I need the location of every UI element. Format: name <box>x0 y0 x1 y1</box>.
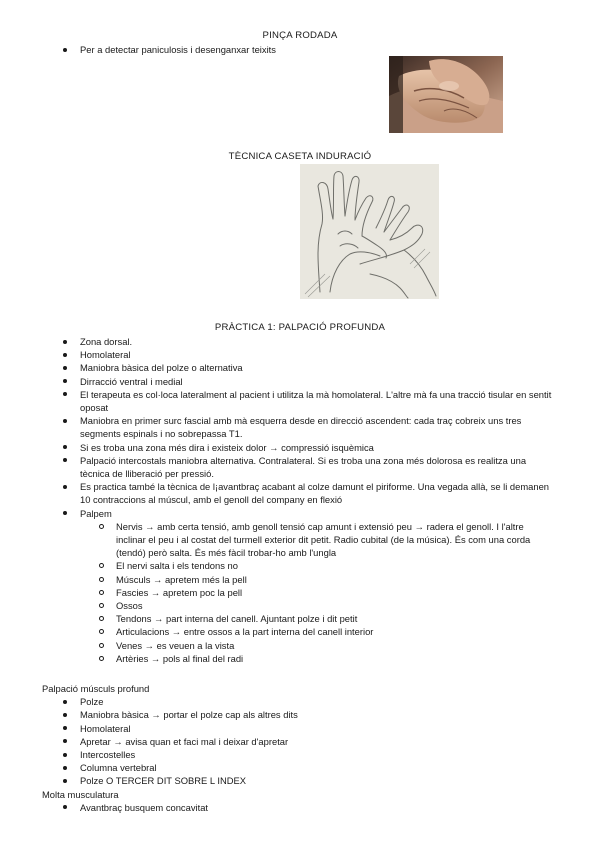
list-item: El terapeuta es col·loca lateralment al pacient i utilitza la mà homolateral. L'altre mà fa una tracció tisular en sentit oposat <box>60 388 555 414</box>
list-item: Per a detectar paniculosis i desenganxar teixits <box>60 43 560 56</box>
sublist-item: Articulacions → entre ossos a la part interna del canell interior <box>96 625 555 638</box>
pinca-rodada-list-block <box>60 43 560 56</box>
list-item: Maniobra bàsica del polze o alternativa <box>60 361 555 374</box>
sublist-item: Tendons → part interna del canell. Ajuntant polze i dit petit <box>96 612 555 625</box>
list-item: Es practica també la tècnica de l¡avantbraç acabant al colze damunt el piriforme. Una vegada allà, se li demanen 10 contraccions al múscul, amb el genoll del company en flexió <box>60 480 555 506</box>
palpacio-musculs-section <box>42 682 562 814</box>
sublist-item: Fascies → apretem poc la pell <box>96 586 555 599</box>
list-item: Dirracció ventral i medial <box>60 375 555 388</box>
pinca-rodada-photo <box>389 56 503 133</box>
list-item: Maniobra bàsica → portar el polze cap als altres dits <box>60 708 562 721</box>
sublist-item: Nervis → amb certa tensió, amb genoll tensió cap amunt i extensió peu → radera el genoll. I l'altre inclinar el peu i al costat del turmell exterior dit petit. Radio cubital (de la música). És com una corda (tendó) però salta. És més fàcil trobar-ho amb l'ungla <box>96 520 555 560</box>
palpem-sublist <box>96 520 555 665</box>
practica-1-list <box>60 335 555 665</box>
sublist-item: El nervi salta i els tendons no <box>96 559 555 572</box>
palpem-label: Palpem <box>80 507 112 519</box>
hands-drawing-icon <box>300 164 439 299</box>
tecnica-caseta-drawing <box>300 164 439 299</box>
palpacio-musculs-heading: Palpació músculs profund <box>42 683 150 694</box>
list-item: Palpació intercostals maniobra alternativa. Contralateral. Si es troba una zona més dolorosa es realitza una tècnica de lliberació per pressió. <box>60 454 555 480</box>
pinca-rodada-list <box>60 43 560 56</box>
molta-musculatura-list <box>60 801 562 814</box>
list-item: Polze <box>60 695 562 708</box>
list-item: Apretar → avisa quan et faci mal i deixar d'apretar <box>60 735 562 748</box>
heading-practica-1: PRÀCTICA 1: PALPACIÓ PROFUNDA <box>214 322 386 333</box>
list-item: Intercostelles <box>60 748 562 761</box>
sublist-item: Venes → es veuen a la vista <box>96 639 555 652</box>
molta-musculatura-heading: Molta musculatura <box>42 788 119 800</box>
list-item: Zona dorsal. <box>60 335 555 348</box>
practica-1-list-block <box>60 335 555 665</box>
list-item: Avantbraç busquem concavitat <box>60 801 562 814</box>
heading-tecnica-caseta: TÈCNICA CASETA INDURACIÓ <box>228 151 372 162</box>
hands-massage-photo-icon <box>389 56 503 133</box>
heading-pinca-rodada: PINÇA RODADA <box>262 30 338 41</box>
list-item: Si es troba una zona més dira i existeix dolor → compressió isquèmica <box>60 441 555 454</box>
list-item-palpem <box>60 507 555 665</box>
sublist-item: Artèries → pols al final del radi <box>96 652 555 665</box>
list-item: Maniobra en primer surc fascial amb mà esquerra desde en direcció ascendent: cada traç cobreix uns tres segments espinals i no sobrepassa T1. <box>60 414 555 440</box>
list-item: Homolateral <box>60 348 555 361</box>
palpacio-musculs-list <box>60 695 562 787</box>
list-item: Homolateral <box>60 722 562 735</box>
sublist-item: Músculs → apretem més la pell <box>96 573 555 586</box>
sublist-item: Ossos <box>96 599 555 612</box>
list-item: Polze O TERCER DIT SOBRE L INDEX <box>60 774 562 787</box>
list-item: Columna vertebral <box>60 761 562 774</box>
